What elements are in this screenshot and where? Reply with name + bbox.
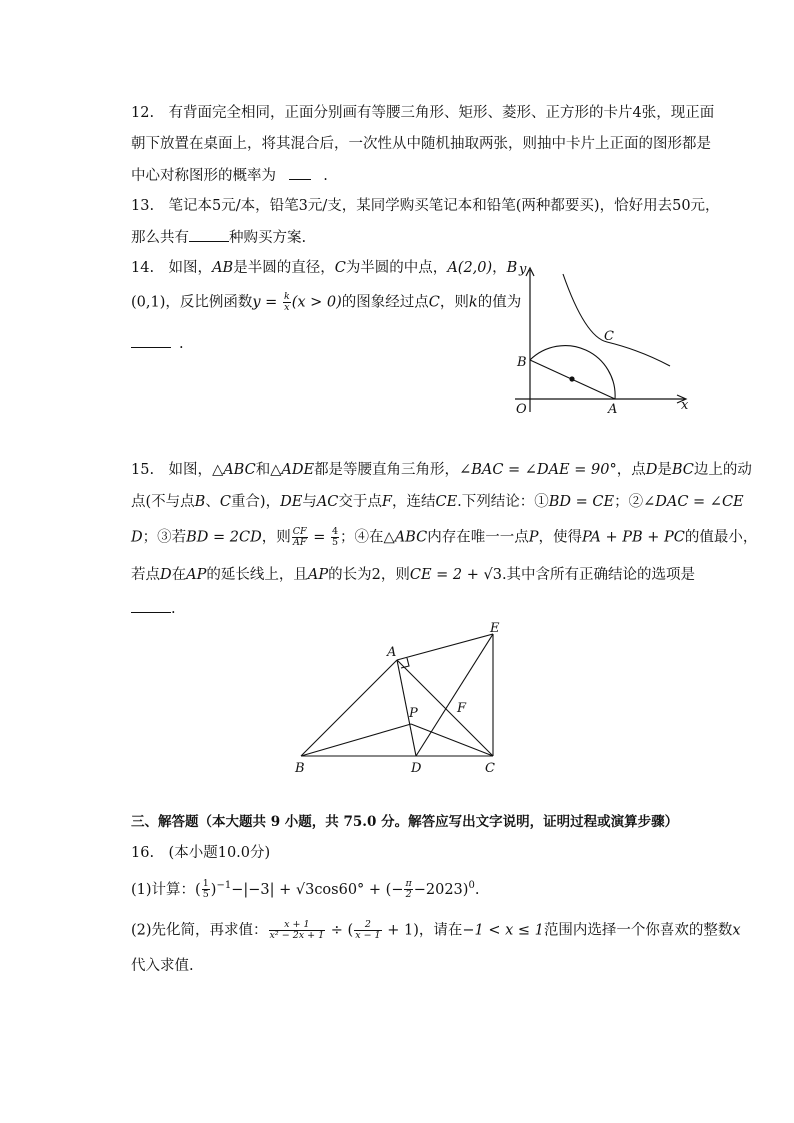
q15-conclusion-2: ∠DAC = ∠CE — [643, 494, 744, 510]
q16-fraction-1 — [269, 920, 326, 941]
semicircle-arc — [530, 346, 615, 399]
hyperbola-curve — [563, 274, 670, 366]
q14-point-a: A(2,0) — [447, 260, 493, 276]
q15-d-cont: D — [131, 529, 143, 546]
q15-text: 是 — [657, 462, 672, 478]
q15-angles: ∠BAC = ∠DAE = 90° — [459, 462, 617, 478]
q14-figure — [505, 262, 700, 422]
q15-text: 和 — [255, 462, 271, 478]
q14-text: ，反比例函数 — [165, 294, 253, 311]
q16-exponent: −1 — [216, 880, 232, 891]
q15-text: ，使得 — [538, 529, 582, 546]
label-a: A — [387, 645, 397, 660]
q16-frac-num: 1 — [202, 878, 209, 890]
q15-text: 的延长线上，且 — [206, 567, 308, 583]
q15-ac: AC — [316, 494, 339, 510]
label-p: P — [409, 706, 418, 721]
q15-answer-blank — [131, 598, 171, 613]
q15-text: 重合)， — [230, 494, 281, 510]
q15-ce-value: CE = 2 + — [409, 567, 484, 583]
q14-c: C — [428, 294, 440, 311]
q14-c: C — [334, 260, 346, 276]
q14-frac-den: x — [284, 302, 290, 313]
q14-point-b: (0,1) — [131, 294, 166, 311]
q16-frac-den: x − 1 — [355, 930, 381, 941]
q12-end: . — [323, 168, 328, 184]
q15-eq: = — [308, 529, 330, 546]
q14-line-1 — [131, 258, 517, 278]
q15-text: ；③若 — [142, 529, 187, 546]
q15-text: ；④在 — [340, 529, 384, 546]
q13-text-a: 那么共有 — [131, 230, 189, 246]
q14-ab: AB — [212, 260, 234, 276]
q14-frac-num: k — [283, 291, 290, 302]
q15-ap: AP — [307, 567, 329, 583]
q14-answer-blank — [131, 333, 171, 348]
q15-triangle-abc: △ABC — [212, 462, 256, 478]
q16-frac-den: 2 — [405, 889, 412, 901]
q14-k: k — [468, 294, 478, 311]
q15-line-3 — [131, 527, 757, 548]
label-o: O — [516, 402, 527, 417]
label-c: C — [604, 329, 614, 344]
q15-text: 、 — [205, 494, 220, 510]
q15-text: 都是等腰直角三角形， — [314, 462, 460, 478]
q15-text: 交于点 — [338, 494, 382, 510]
q14-end: . — [179, 336, 184, 352]
q15-text: 内存在唯一一点 — [427, 529, 529, 546]
q14-b: B — [506, 260, 518, 276]
q16-text: −2023) — [413, 881, 469, 898]
q15-p: P — [528, 529, 539, 546]
q16-text: + 1)，请在 — [382, 922, 463, 939]
q15-conclusion-3: BD = 2CD — [186, 529, 262, 546]
q16-frac-num: x + 1 — [269, 920, 326, 931]
q14-text: ，则 — [439, 294, 469, 311]
label-e: E — [490, 621, 500, 636]
right-angle-mark — [401, 658, 409, 668]
q16-text: 范围内选择一个你喜欢的整数 — [543, 922, 733, 939]
q15-text: 与 — [302, 494, 317, 510]
q16-text: (2)先化简，再求值： — [131, 922, 268, 939]
q15-text: 的值最小， — [684, 529, 758, 546]
q14-y-eq: y = — [252, 294, 282, 311]
q15-end: . — [171, 601, 176, 617]
q14-text: 的值为 — [477, 294, 522, 311]
q15-text: 若点 — [131, 567, 160, 583]
q13-line-1: 13. 笔记本5元/本，铅笔3元/支，某同学购买笔记本和铅笔(两种都要买)，恰好用去50元， — [131, 198, 720, 214]
q15-text: ，则 — [261, 529, 291, 546]
q15-line-4 — [131, 565, 695, 585]
q14-text: 是半圆的直径， — [233, 260, 335, 276]
q15-text: 在 — [171, 567, 187, 583]
q15-conclusion-1: BD = CE — [548, 494, 615, 510]
label-b: B — [295, 761, 305, 776]
q13-text-b: 种购买方案. — [229, 230, 307, 246]
q16-fraction-1-5 — [202, 879, 210, 900]
q16-part-2-cont: 代入求值. — [131, 958, 194, 974]
q15-frac-den: AF — [292, 537, 307, 548]
q14-text: 14. 如图， — [131, 260, 213, 276]
q15-text: .下列结论：① — [457, 494, 549, 510]
segment-pc — [411, 724, 493, 756]
q14-condition: (x > 0) — [291, 294, 342, 311]
q16-text: −|−3| + √3cos60° + (− — [231, 881, 404, 898]
q16-frac-den: 5 — [202, 889, 209, 901]
q15-text: 15. 如图， — [131, 462, 213, 478]
q12-line-3 — [131, 165, 328, 186]
q15-text: ，点 — [616, 462, 646, 478]
label-y: y — [519, 262, 527, 277]
label-c: C — [485, 761, 495, 776]
q14-text: 的图象经过点 — [341, 294, 429, 311]
label-d: D — [411, 761, 422, 776]
q15-d: D — [160, 567, 172, 583]
section-3-heading: 三、解答题（本大题共 9 小题，共 75.0 分。解答应写出文字说明，证明过程或演算步骤） — [131, 814, 679, 830]
q16-fraction-pi-2 — [404, 879, 412, 900]
label-b: B — [517, 355, 527, 370]
q12-answer-blank — [289, 165, 311, 180]
q16-range: −1 < x ≤ 1 — [462, 922, 544, 939]
q15-line-2 — [131, 492, 744, 512]
q14-text: ， — [492, 260, 507, 276]
segment-ed — [416, 634, 493, 756]
q15-line-5 — [131, 598, 176, 619]
circle-center-dot — [569, 376, 574, 381]
q16-frac-den: x² − 2x + 1 — [269, 930, 325, 941]
q15-b: B — [194, 494, 206, 510]
q15-text: 点(不与点 — [131, 494, 195, 510]
q15-bc: BC — [671, 462, 694, 478]
q16-part-1: (1)计算：( $\frac{1}{5}$ )$^{-1}$−|−3| + √3cos60° + (− $\frac{\pi}{2}$ −2023)$^0$. — [131, 878, 480, 901]
q15-text: ，则 — [380, 567, 410, 583]
q15-frac-num: CF — [292, 526, 307, 537]
q15-frac-num: 4 — [332, 526, 339, 537]
q16-exponent-zero: 0 — [468, 880, 475, 891]
q15-text: ；② — [614, 494, 644, 510]
q16-heading: 16. (本小题10.0分) — [131, 845, 271, 861]
q15-figure — [285, 620, 510, 780]
q15-text: 边上的动 — [693, 462, 752, 478]
q15-text: .其中含所有正确结论的选项是 — [501, 567, 696, 583]
q14-fraction — [283, 292, 291, 313]
q15-triangle-abc: △ABC — [383, 529, 428, 546]
q16-text: (1)计算： — [131, 881, 196, 898]
q15-line-1 — [131, 460, 752, 480]
label-a: A — [608, 402, 618, 417]
label-f: F — [457, 701, 467, 716]
q16-text: ÷ ( — [326, 922, 354, 939]
q14-line-2 — [131, 292, 521, 313]
q15-sum: PA + PB + PC — [581, 529, 685, 546]
q15-c: C — [219, 494, 231, 510]
q15-f: F — [381, 494, 392, 510]
q15-two: 2 — [371, 567, 381, 583]
q15-triangle-ade: △ADE — [270, 462, 315, 478]
q13-answer-blank — [189, 227, 229, 242]
q16-text: . — [474, 881, 480, 898]
q12-line-1: 12. 有背面完全相同，正面分别画有等腰三角形、矩形、菱形、正方形的卡片4张，现正面 — [131, 105, 715, 121]
q15-ce: CE — [435, 494, 458, 510]
q12-text: 中心对称图形的概率为 — [131, 168, 276, 184]
q15-text: 的长为 — [328, 567, 372, 583]
q15-frac-den: 5 — [332, 537, 339, 548]
q15-text: ，连结 — [391, 494, 436, 510]
q16-x: x — [732, 922, 741, 939]
q16-fraction-2 — [354, 920, 381, 941]
q15-sqrt3: √3 — [483, 567, 502, 583]
q16-part-2 — [131, 920, 741, 941]
q15-de: DE — [280, 494, 303, 510]
q14-text: 为半圆的中点， — [345, 260, 448, 276]
q14-line-3 — [131, 333, 184, 354]
q16-frac-num: π — [405, 878, 412, 890]
q15-fraction-cf-af — [292, 527, 308, 548]
q15-ap: AP — [186, 567, 207, 583]
q16-frac-num: 2 — [354, 920, 381, 931]
q15-fraction-4-5 — [331, 527, 339, 548]
q15-d: D — [645, 462, 658, 478]
q13-line-2 — [131, 227, 306, 248]
label-x: x — [681, 398, 689, 413]
q12-line-2: 朝下放置在桌面上，将其混合后，一次性从中随机抽取两张，则抽中卡片上正面的图形都是 — [131, 136, 711, 152]
